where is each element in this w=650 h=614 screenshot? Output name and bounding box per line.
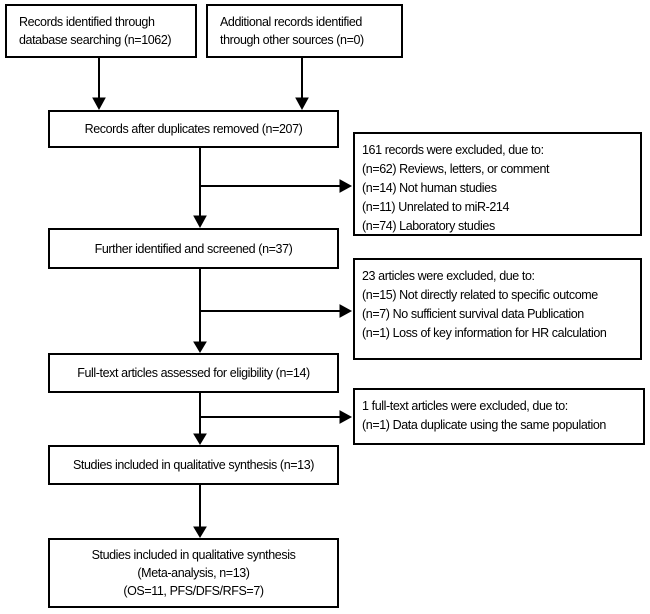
box-text-line: Additional records identified [220,15,362,29]
arrowhead-excl-articles [340,305,351,317]
box-text-line: Further identified and screened (n=37) [94,241,293,256]
exclusion-text-line: (n=62) Reviews, letters, or comment [362,162,550,176]
exclusion-text-line: (n=1) Data duplicate using the same population [362,418,606,432]
exclusion-text-line: 161 records were excluded, due to: [362,143,544,157]
box-excluded-fulltext [353,388,645,445]
arrowhead-qualitative-final [194,527,206,537]
exclusion-text-line: 23 articles were excluded, due to: [362,269,535,283]
exclusion-text-line: (n=11) Unrelated to miR-214 [362,200,510,214]
exclusion-text-line: (n=14) Not human studies [362,181,497,195]
box-excluded-articles [353,258,642,360]
box-qualitative-synthesis [48,445,339,485]
box-text-line: Records identified through [19,15,155,29]
box-text-line: through other sources (n=0) [220,33,364,47]
box-text-line: database searching (n=1062) [19,33,172,47]
arrowhead-screened-fulltext [194,342,206,352]
box-text-line: Records after duplicates removed (n=207) [84,122,303,136]
box-further-screened [48,228,339,269]
exclusion-text-line: (n=15) Not directly related to specific outcome [362,288,598,302]
box-records-identified-other-sources [206,4,403,58]
box-records-identified-database [5,4,197,58]
arrowhead-identified-db [93,98,105,109]
box-text-line: Studies included in qualitative synthesis (n=13) [72,458,315,472]
arrowhead-excl-records [340,180,351,192]
box-final-meta-analysis [48,538,339,608]
exclusion-text-line: (n=74) Laboratory studies [362,219,495,233]
box-fulltext-assessed [48,353,339,393]
arrowhead-duplicates-screened [194,216,206,227]
box-duplicates-removed [48,110,339,148]
exclusion-text-line: (n=1) Loss of key information for HR calculation [362,326,607,340]
arrowhead-excl-fulltext [340,411,351,423]
box-text-line: (OS=11, PFS/DFS/RFS=7) [123,584,264,598]
box-text-line: Full-text articles assessed for eligibility (n=14) [77,366,310,380]
exclusion-text-line: 1 full-text articles were excluded, due to: [362,399,568,413]
exclusion-text-line: (n=7) No sufficient survival data Publication [362,307,584,321]
arrowhead-fulltext-qualitative [194,434,206,444]
box-text-line: Studies included in qualitative synthesis [91,548,296,562]
box-excluded-records [353,132,642,236]
arrowhead-identified-other [296,98,308,109]
box-text-line: (Meta-analysis, n=13) [137,566,250,580]
